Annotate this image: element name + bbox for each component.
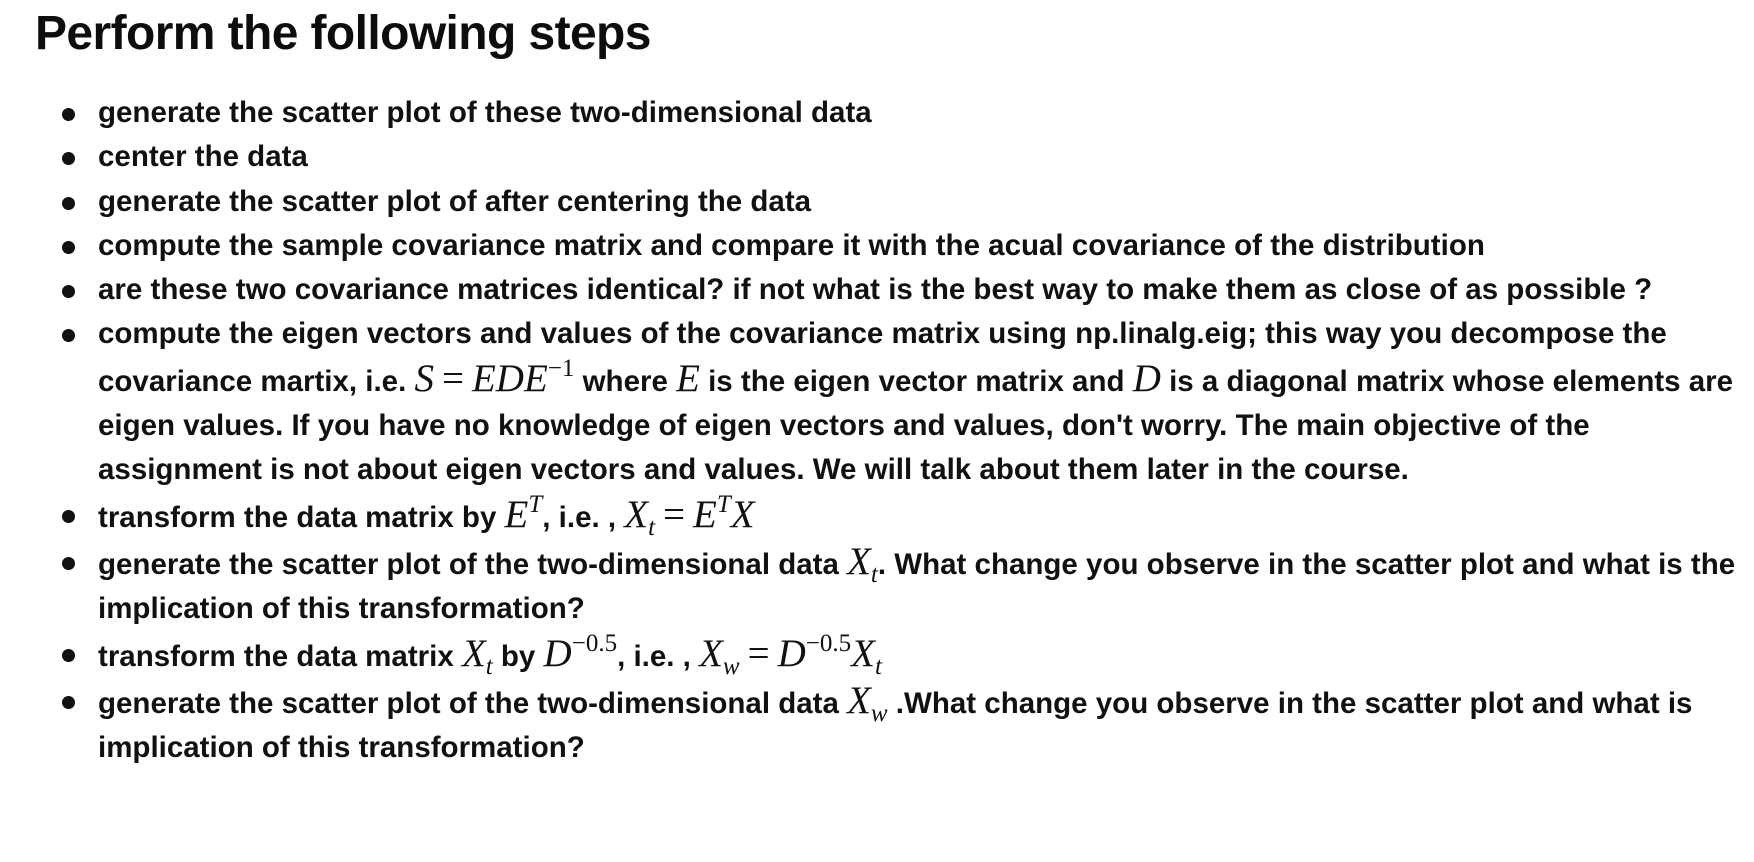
- list-item: [98, 540, 1754, 632]
- math-superscript: −0.5: [805, 629, 852, 657]
- math-operator: =: [747, 631, 770, 675]
- math-superscript: T: [716, 490, 731, 518]
- step-text: , i.e. ,: [617, 639, 700, 673]
- math-symbol: D: [777, 631, 806, 675]
- step-text: transform the data matrix by: [98, 500, 505, 534]
- math-symbol: X: [699, 631, 723, 675]
- math-xt: [847, 539, 878, 588]
- math-symbol: X: [851, 631, 875, 675]
- step-text: are these two covariance matrices identical? if not what is the best way to make them as close of as possible ?: [98, 273, 1653, 307]
- list-item: [98, 180, 1754, 224]
- math-symbol: E: [504, 492, 529, 536]
- math-subscript: t: [648, 513, 656, 541]
- list-item: [98, 629, 1754, 680]
- step-text: transform the data matrix: [98, 639, 462, 673]
- math-operator: =: [441, 356, 464, 400]
- math-symbol: EDE: [471, 356, 548, 400]
- math-symbol: X: [461, 631, 486, 675]
- math-subscript: t: [485, 652, 493, 680]
- step-text: center the data: [98, 140, 308, 174]
- list-item: [98, 490, 1754, 541]
- step-text: .What change you observe in the scatter plot and what is implication of this transformation?: [98, 686, 1693, 765]
- math-d-power: [543, 629, 618, 675]
- math-transpose: [504, 490, 543, 536]
- math-xt: [461, 631, 493, 680]
- math-subscript: t: [874, 652, 882, 680]
- math-symbol: D: [1132, 356, 1161, 400]
- step-text: is the eigen vector matrix and: [699, 364, 1133, 398]
- math-superscript: −0.5: [571, 629, 618, 657]
- list-item: [98, 91, 1754, 135]
- math-subscript: w: [870, 699, 888, 727]
- math-symbol: X: [847, 539, 871, 583]
- math-symbol: X: [730, 492, 755, 536]
- step-text: by: [492, 639, 544, 673]
- page-title: Perform the following steps: [35, 7, 651, 60]
- math-symbol: E: [676, 356, 700, 400]
- step-text: where: [574, 364, 677, 398]
- math-superscript: T: [528, 490, 543, 518]
- math-whitening-equation: [699, 629, 882, 680]
- list-item: [98, 312, 1754, 492]
- step-text: . What change you observe in the scatter plot and what is the implication of this transformation?: [98, 547, 1736, 626]
- math-subscript: t: [870, 560, 878, 588]
- math-symbol: S: [414, 356, 434, 400]
- step-text: , i.e. ,: [542, 500, 625, 534]
- step-text: compute the eigen vectors and values of the covariance matrix using np.linalg.eig; this way you decompose the covariance martix, i.e.: [98, 317, 1667, 398]
- list-item: [98, 224, 1754, 268]
- math-superscript: −1: [547, 354, 575, 382]
- math-symbol: E: [693, 492, 717, 536]
- steps-list: [0, 91, 1754, 770]
- step-text: generate the scatter plot of the two-dimensional data: [98, 547, 848, 581]
- math-transform-equation: [624, 490, 755, 541]
- list-item: [98, 679, 1754, 771]
- math-symbol: X: [624, 492, 649, 536]
- math-symbol: X: [847, 678, 871, 722]
- step-text: compute the sample covariance matrix and compare it with the acual covariance of the distribution: [98, 228, 1485, 262]
- list-item: [98, 268, 1754, 312]
- step-text: generate the scatter plot of after centering the data: [98, 184, 812, 218]
- math-operator: =: [663, 492, 686, 536]
- math-subscript: w: [722, 652, 740, 680]
- step-text: is a diagonal matrix whose elements are eigen values. If you have no knowledge of eigen vectors and values, don't worry. The main objective of the assignment is not about eigen vectors and values. We will talk about them later in the course.: [98, 364, 1734, 487]
- step-text: generate the scatter plot of these two-dimensional data: [98, 96, 872, 129]
- math-eigen-decomposition: [414, 354, 575, 400]
- list-item: [98, 135, 1754, 179]
- step-text: generate the scatter plot of the two-dimensional data: [98, 686, 848, 720]
- math-xw: [847, 678, 888, 727]
- math-symbol: D: [543, 631, 572, 675]
